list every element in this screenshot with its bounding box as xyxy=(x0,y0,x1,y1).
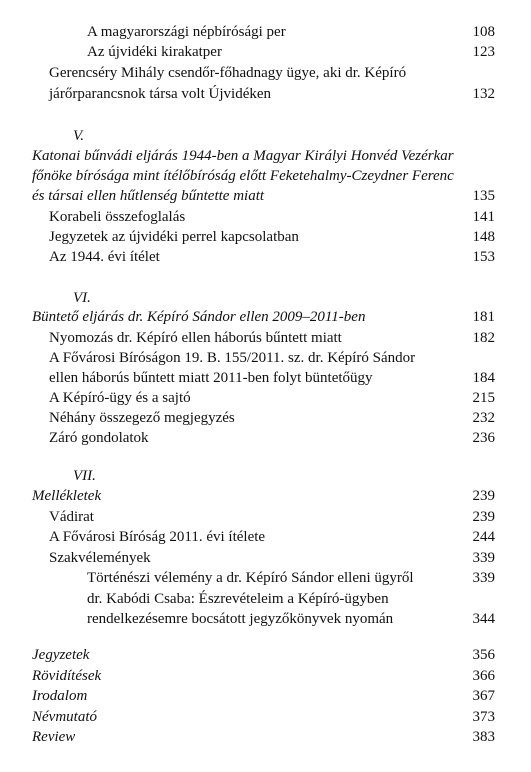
toc-entry-title: Jegyzetek xyxy=(32,647,90,663)
toc-entry xyxy=(0,707,531,727)
toc-entry-page: 148 xyxy=(472,229,495,245)
toc-entry-title: Nyomozás dr. Képíró ellen háborús bűntett miatt xyxy=(49,330,342,346)
toc-entry xyxy=(0,548,531,568)
toc-entry-title: és társai ellen hűtlenség bűntette miatt xyxy=(32,188,265,204)
toc-entry xyxy=(0,368,531,388)
toc-entry-page: 367 xyxy=(472,688,495,704)
toc-entry-page: 153 xyxy=(472,249,495,265)
toc-entry-page: 236 xyxy=(472,430,495,446)
toc-entry-page: 344 xyxy=(472,611,495,627)
toc-entry-title: dr. Kabódi Csaba: Észrevételeim a Képíró-ügyben xyxy=(87,591,389,607)
toc-entry xyxy=(0,388,531,408)
toc-entry xyxy=(0,166,531,186)
toc-entry-title: Néhány összegező megjegyzés xyxy=(49,410,235,426)
toc-entry xyxy=(0,186,531,206)
toc-entry-title: főnöke bírósága mint ítélőbíróság előtt Feketehalmy-Czeydner Ferenc xyxy=(32,168,454,184)
toc-entry xyxy=(0,609,531,629)
toc-entry-title: Szakvélemények xyxy=(49,550,151,566)
toc-entry-title: A Fővárosi Bíróságon 19. B. 155/2011. sz. dr. Képíró Sándor xyxy=(49,350,416,366)
toc-entry-page: 373 xyxy=(472,709,495,725)
toc-entry-title: Névmutató xyxy=(32,709,97,725)
toc-entry xyxy=(0,507,531,527)
toc-entry xyxy=(0,527,531,547)
toc-entry-title: Irodalom xyxy=(32,688,88,704)
toc-entry-title: Büntető eljárás dr. Képíró Sándor ellen 2009–2011-ben xyxy=(32,309,366,325)
toc-entry-page: 181 xyxy=(472,309,495,325)
toc-entry xyxy=(0,589,531,609)
section-number: V. xyxy=(73,128,84,144)
toc-entry xyxy=(0,63,531,83)
toc-entry-title: Történészi vélemény a dr. Képíró Sándor elleni ügyről xyxy=(87,570,414,586)
toc-entry-title: Katonai bűnvádi eljárás 1944-ben a Magyar Királyi Honvéd Vezérkar xyxy=(32,148,454,164)
toc-entry-title: A Képíró-ügy és a sajtó xyxy=(49,390,191,406)
toc-entry xyxy=(0,686,531,706)
toc-entry-page: 232 xyxy=(472,410,495,426)
toc-entry-title: Review xyxy=(32,729,76,745)
toc-entry-page: 339 xyxy=(472,550,495,566)
toc-entry-page: 215 xyxy=(472,390,495,406)
toc-entry-title: ellen háborús bűntett miatt 2011-ben folyt büntetőügy xyxy=(49,370,373,386)
toc-entry xyxy=(0,207,531,227)
toc-entry-title: Gerencséry Mihály csendőr-főhadnagy ügye, aki dr. Képíró xyxy=(49,65,407,81)
toc-entry-page: 244 xyxy=(472,529,495,545)
toc-entry xyxy=(0,22,531,42)
toc-entry-title: A Fővárosi Bíróság 2011. évi ítélete xyxy=(49,529,266,545)
section-number: VII. xyxy=(73,468,96,484)
toc-entry-page: 239 xyxy=(472,509,495,525)
toc-entry-page: 141 xyxy=(472,209,495,225)
toc-entry-title: rendelkezésemre bocsátott jegyzőkönyvek nyomán xyxy=(87,611,394,627)
toc-entry xyxy=(0,568,531,588)
toc-entry xyxy=(0,486,531,506)
toc-entry-title: Záró gondolatok xyxy=(49,430,149,446)
toc-entry-page: 135 xyxy=(472,188,495,204)
toc-entry xyxy=(0,666,531,686)
toc-entry-title: Vádirat xyxy=(49,509,94,525)
toc-entry-title: Rövidítések xyxy=(32,668,102,684)
toc-entry xyxy=(0,408,531,428)
toc-entry-title: A magyarországi népbírósági per xyxy=(87,24,286,40)
toc-entry-page: 182 xyxy=(472,330,495,346)
toc-entry-title: Mellékletek xyxy=(32,488,102,504)
toc-entry-title: Az 1944. évi ítélet xyxy=(49,249,160,265)
section-heading xyxy=(0,126,531,146)
section-number: VI. xyxy=(73,290,91,306)
toc-entry xyxy=(0,84,531,104)
toc-entry-page: 383 xyxy=(472,729,495,745)
toc-entry-title: Az újvidéki kirakatper xyxy=(87,44,222,60)
toc-entry xyxy=(0,328,531,348)
toc-entry-title: járőrparancsnok társa volt Újvidéken xyxy=(49,86,272,102)
toc-entry-page: 108 xyxy=(472,24,495,40)
toc-entry xyxy=(0,428,531,448)
toc-entry-page: 132 xyxy=(472,86,495,102)
toc-entry-title: Jegyzetek az újvidéki perrel kapcsolatban xyxy=(49,229,299,245)
toc-entry xyxy=(0,227,531,247)
toc-entry xyxy=(0,146,531,166)
toc-entry xyxy=(0,348,531,368)
toc-entry-page: 239 xyxy=(472,488,495,504)
section-heading xyxy=(0,466,531,486)
toc-entry xyxy=(0,42,531,62)
section-heading xyxy=(0,288,531,308)
toc-entry xyxy=(0,247,531,267)
toc-entry xyxy=(0,307,531,327)
toc-entry xyxy=(0,727,531,747)
toc-entry-page: 339 xyxy=(472,570,495,586)
toc-entry-page: 366 xyxy=(472,668,495,684)
toc-entry-page: 184 xyxy=(472,370,495,386)
toc-entry-page: 356 xyxy=(472,647,495,663)
toc-entry-page: 123 xyxy=(472,44,495,60)
toc-entry-title: Korabeli összefoglalás xyxy=(49,209,186,225)
toc-entry xyxy=(0,645,531,665)
